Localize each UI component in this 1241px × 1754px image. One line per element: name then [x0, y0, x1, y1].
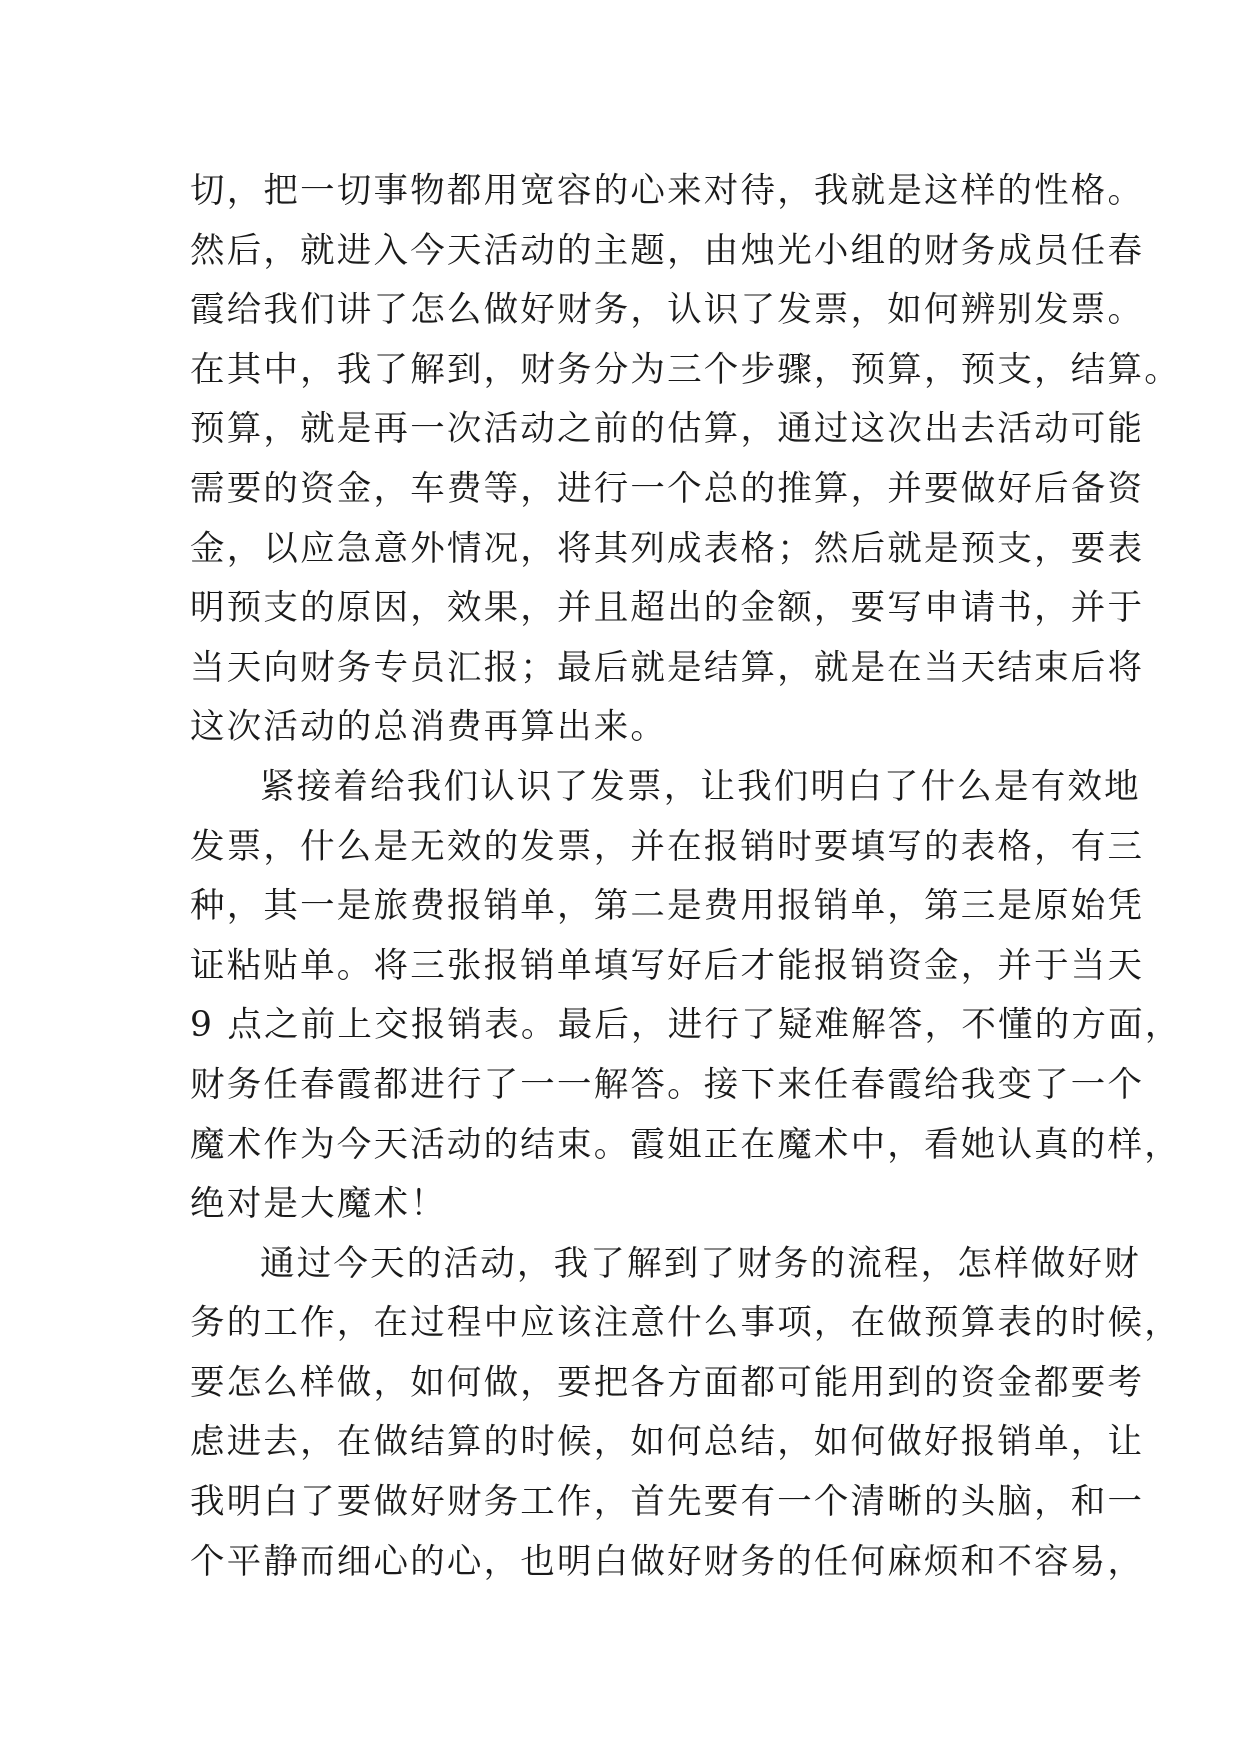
paragraph-start-line: 紧接着给我们认识了发票，让我们明白了什么是有效地 — [260, 766, 1141, 807]
text-line: 虑进去，在做结算的时候，如何总结，如何做好报销单，让 — [190, 1422, 1145, 1463]
text-line: 明预支的原因，效果，并且超出的金额，要写申请书，并于 — [190, 588, 1145, 629]
text-line: 务的工作，在过程中应该注意什么事项，在做预算表的时候， — [190, 1303, 1181, 1344]
text-line: 切，把一切事物都用宽容的心来对待，我就是这样的性格。 — [190, 171, 1145, 211]
text-line: 这次活动的总消费再算出来。 — [190, 707, 668, 748]
text-line: 绝对是大魔术！ — [190, 1184, 447, 1225]
paragraph-start-line: 通过今天的活动，我了解到了财务的流程，怎样做好财 — [260, 1243, 1141, 1284]
text-line: 金，以应急意外情况，将其列成表格；然后就是预支，要表 — [190, 528, 1145, 569]
text-line: 个平静而细心的心，也明白做好财务的任何麻烦和不容易， — [190, 1541, 1145, 1582]
text-line: 在其中，我了解到，财务分为三个步骤，预算，预支，结算。 — [190, 349, 1181, 390]
text-line: 预算，就是再一次活动之前的估算，通过这次出去活动可能 — [190, 409, 1145, 450]
text-line: 当天向财务专员汇报；最后就是结算，就是在当天结束后将 — [190, 647, 1145, 688]
text-line: 霞给我们讲了怎么做好财务，认识了发票，如何辨别发票。 — [190, 290, 1145, 331]
text-line: 种，其一是旅费报销单，第二是费用报销单，第三是原始凭 — [190, 886, 1145, 927]
text-line: 我明白了要做好财务工作，首先要有一个清晰的头脑，和一 — [190, 1482, 1145, 1523]
text-line: 财务任春霞都进行了一一解答。接下来任春霞给我变了一个 — [190, 1064, 1145, 1105]
text-line: 需要的资金，车费等，进行一个总的推算，并要做好后备资 — [190, 468, 1145, 509]
text-line: 魔术作为今天活动的结束。霞姐正在魔术中，看她认真的样， — [190, 1124, 1181, 1165]
text-line: 9 点之前上交报销表。最后，进行了疑难解答，不懂的方面， — [190, 1005, 1182, 1046]
text-line: 发票，什么是无效的发票，并在报销时要填写的表格，有三 — [190, 826, 1145, 867]
text-line: 然后，就进入今天活动的主题，由烛光小组的财务成员任春 — [190, 230, 1145, 271]
body-text — [190, 162, 1182, 1592]
text-line: 要怎么样做，如何做，要把各方面都可能用到的资金都要考 — [190, 1362, 1145, 1403]
text-line: 证粘贴单。将三张报销单填写好后才能报销资金，并于当天 — [190, 945, 1145, 986]
